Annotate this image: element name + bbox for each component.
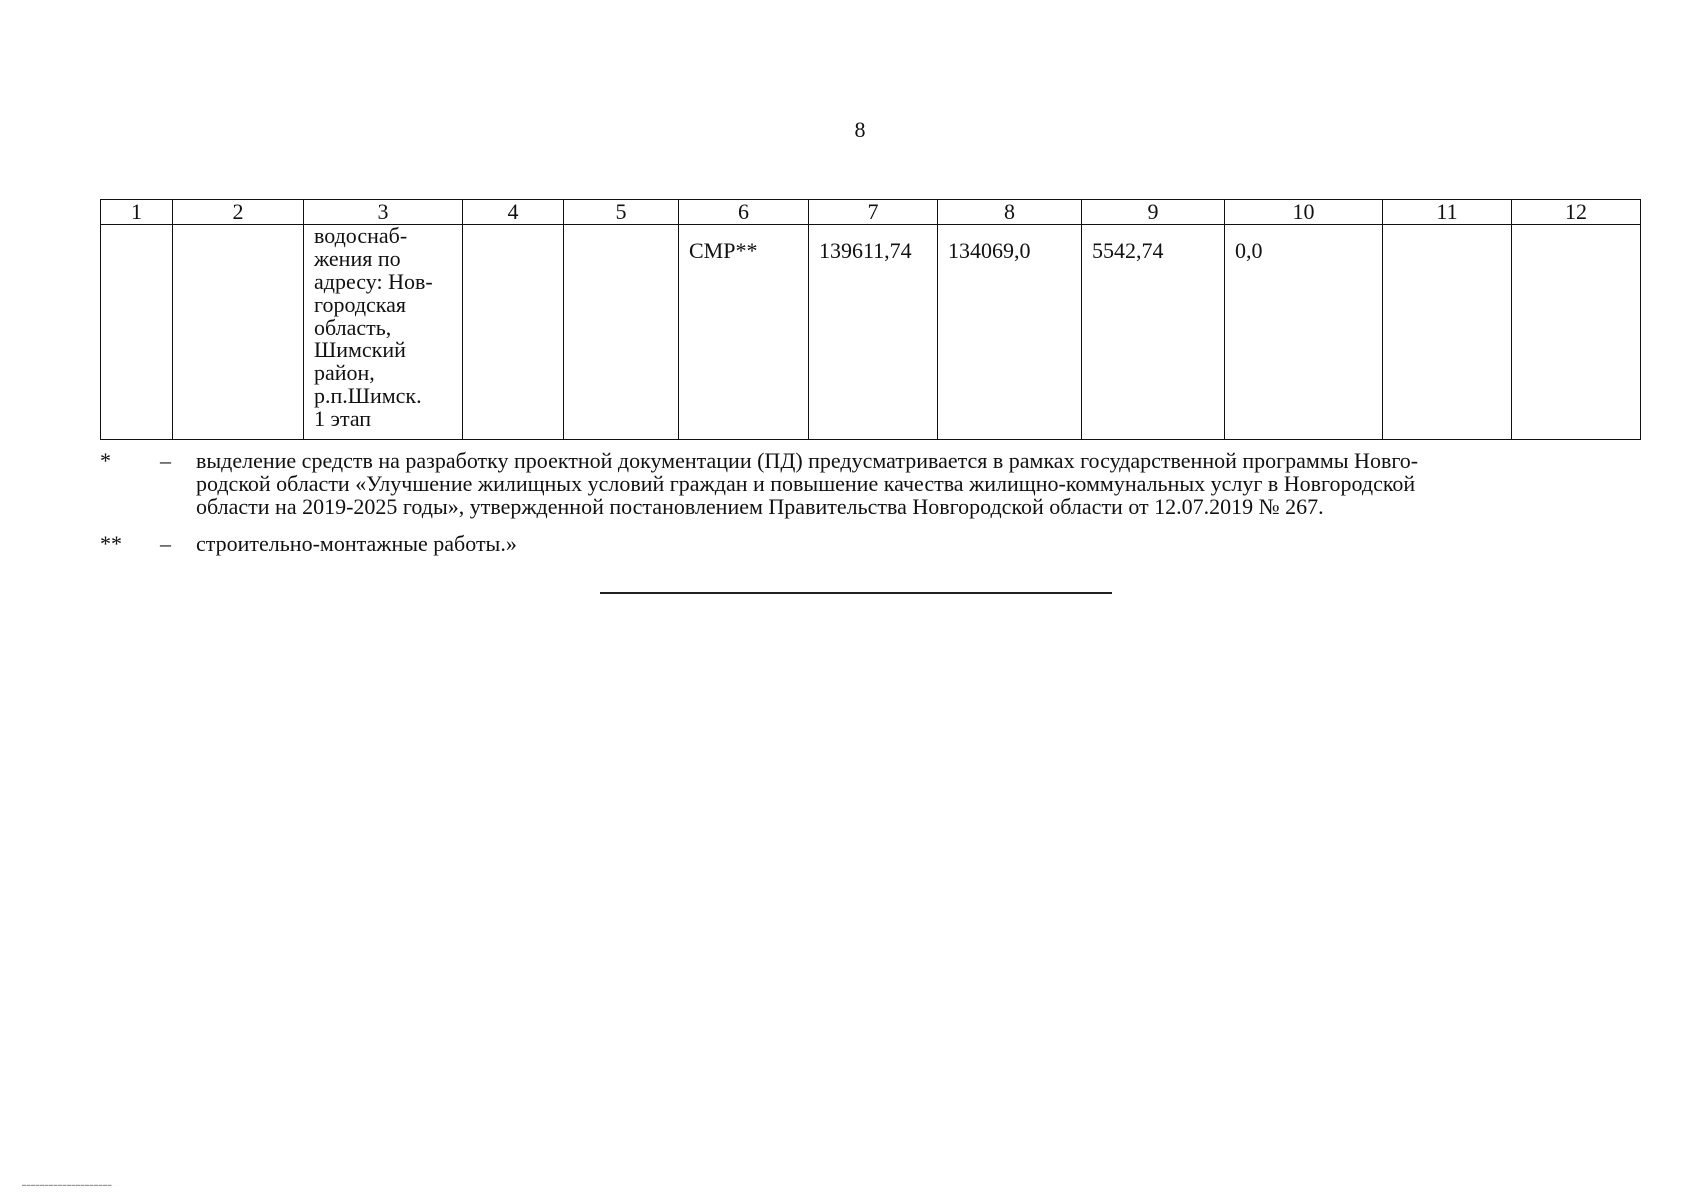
- footnote-mark: *: [100, 448, 111, 473]
- amount-col-9-cell: 5542,74: [1082, 225, 1225, 440]
- cell-col-5: [564, 225, 679, 440]
- column-number-4: 4: [463, 200, 564, 225]
- column-number-11: 11: [1383, 200, 1512, 225]
- cell-col-12: [1512, 225, 1641, 440]
- footnote-text: [196, 532, 1656, 555]
- footnote-line: строительно-монтажные работы.»: [196, 531, 517, 556]
- column-number-2: 2: [173, 200, 304, 225]
- scan-margin-text: ▬▬▬▬▬▬▬▬▬▬▬▬▬▬▬▬▬▬▬▬ . . .: [22, 1182, 121, 1187]
- object-description-line: район,: [314, 360, 375, 386]
- footnote-mark: **: [100, 531, 122, 556]
- column-number-9: 9: [1082, 200, 1225, 225]
- footnote-line: области на 2019-2025 годы», утвержденной постановлением Правительства Новгородской области от 12.07.2019 № 267.: [196, 494, 1324, 519]
- column-number-3: 3: [304, 200, 463, 225]
- footnote-line: родской области «Улучшение жилищных условий граждан и повышение качества жилищно-коммунальных услуг в Новгородской: [196, 471, 1416, 496]
- footnote-line: выделение средств на разработку проектной документации (ПД) предусматривается в рамках государственной программы Новго-: [196, 448, 1419, 473]
- footnote-dash: –: [160, 531, 171, 556]
- object-description-line: Шимский: [314, 337, 406, 363]
- object-description-line: городская: [314, 291, 407, 317]
- page-number: 8: [854, 117, 866, 142]
- column-number-7: 7: [809, 200, 938, 225]
- object-description-line: водоснаб-: [314, 223, 408, 248]
- closing-rule: [600, 592, 1112, 594]
- footnote-dash: –: [160, 448, 171, 473]
- work-type-cell: СМР**: [679, 225, 809, 440]
- object-description-line: 1 этап: [314, 406, 372, 431]
- cell-col-2: [173, 225, 304, 440]
- program-table: [100, 199, 1641, 440]
- table-row: [101, 225, 1641, 440]
- object-description-line: жения по: [314, 245, 401, 271]
- footnote-single-asterisk: [100, 449, 1660, 521]
- cell-col-1: [101, 225, 173, 440]
- column-number-8: 8: [938, 200, 1082, 225]
- column-number-12: 12: [1512, 200, 1641, 225]
- column-number-6: 6: [679, 200, 809, 225]
- object-description-line: р.п.Шимск.: [314, 383, 422, 409]
- column-number-1: 1: [101, 200, 173, 225]
- object-description-cell: [304, 225, 463, 440]
- object-description-line: адресу: Нов-: [314, 268, 433, 294]
- amount-col-8-cell: 134069,0: [938, 225, 1082, 440]
- amount-col-10-cell: 0,0: [1225, 225, 1383, 440]
- footnote-double-asterisk: [100, 532, 1660, 556]
- column-number-5: 5: [564, 200, 679, 225]
- footnote-text: [196, 449, 1656, 518]
- object-description-line: область,: [314, 314, 392, 340]
- table-header-row: [101, 200, 1641, 225]
- column-number-10: 10: [1225, 200, 1383, 225]
- total-amount-cell: 139611,74: [809, 225, 938, 440]
- cell-col-11: [1383, 225, 1512, 440]
- cell-col-4: [463, 225, 564, 440]
